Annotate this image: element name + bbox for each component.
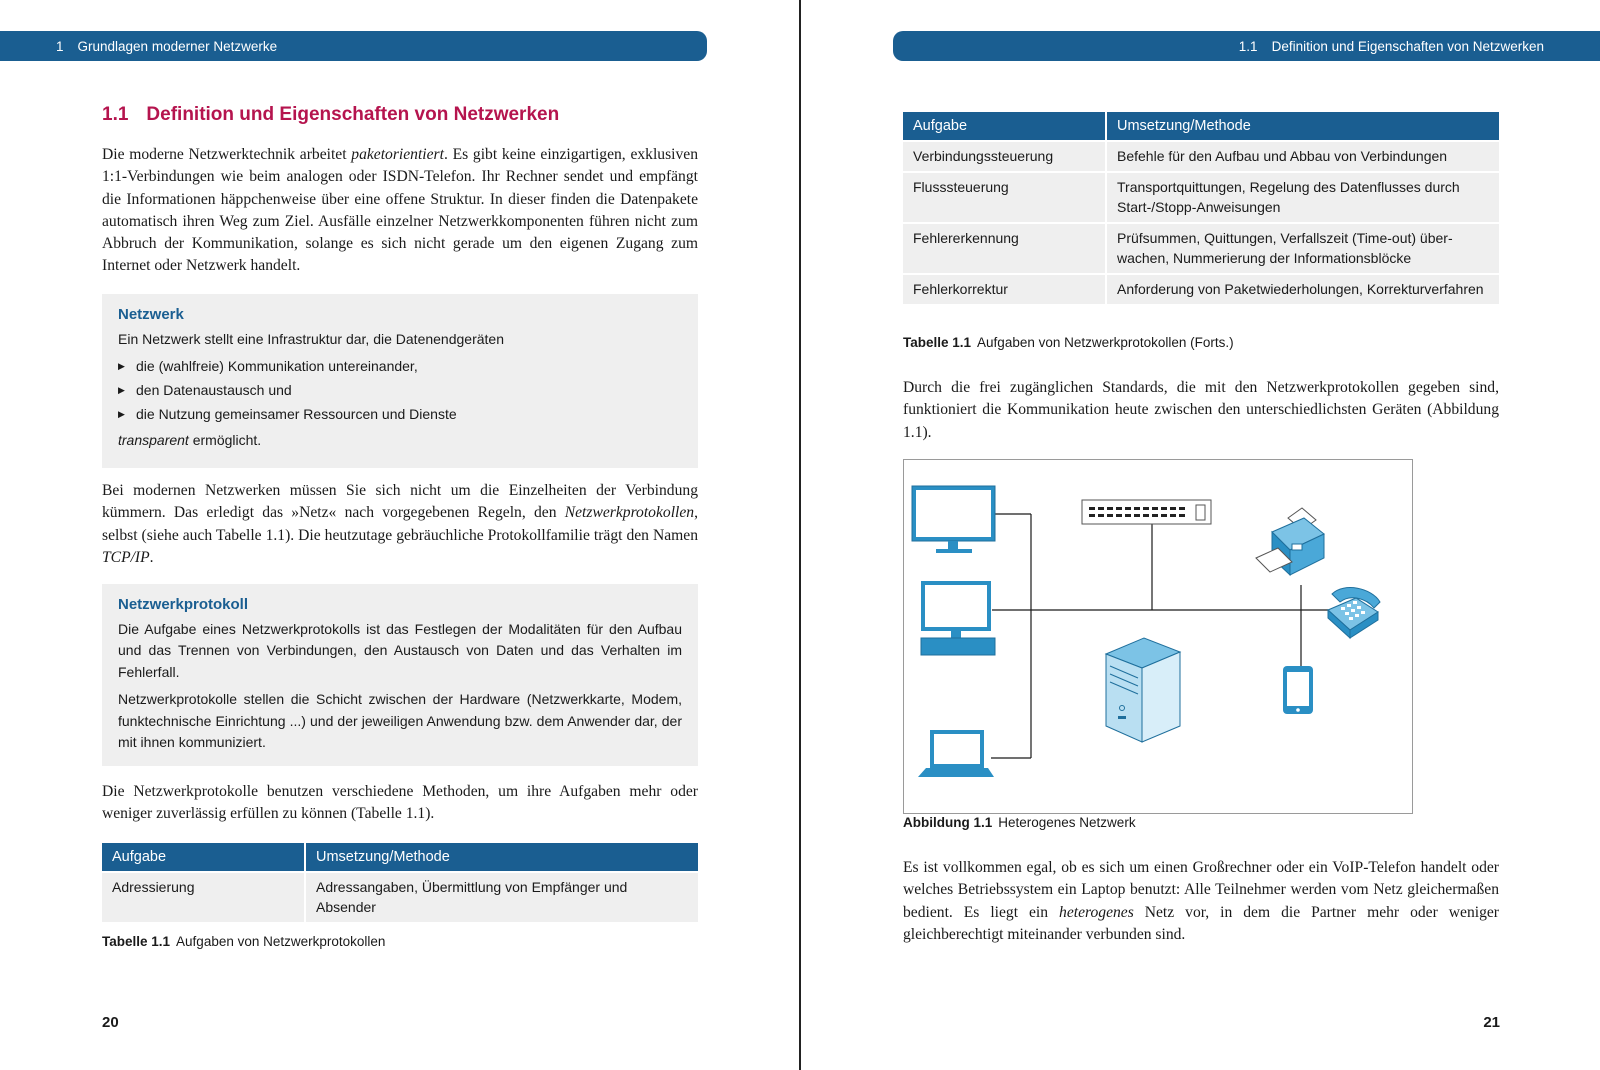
section-title-text: Definition und Eigenschaften von Netzwerken [146, 104, 560, 125]
table-cell: Prüfsummen, Quittungen, Verfallszeit (Time-out) überwachen, Nummerierung der Informationsblöcke [1107, 222, 1499, 273]
box-title: Netzwerkprotokoll [118, 596, 249, 613]
server-tower-icon [1106, 638, 1180, 742]
section-title: Definition und Eigenschaften von Netzwerken [1271, 38, 1544, 54]
telephone-icon [1328, 588, 1380, 638]
monitor-icon [912, 486, 995, 553]
right-page [801, 0, 1600, 1070]
table-cell: Flusssteuerung [903, 171, 1107, 222]
box-intro: Ein Netzwerk stellt eine Infrastruktur dar, die Datenendgeräten [118, 330, 504, 347]
box-outro: transparent ermöglicht. [118, 432, 262, 448]
column-header: Aufgabe [102, 843, 306, 871]
protocol-tasks-table [102, 843, 698, 922]
table-caption: Tabelle 1.1 Aufgaben von Netzwerkprotokollen (Forts.) [903, 335, 1234, 350]
chapter-title: Grundlagen moderner Netzwerke [77, 38, 278, 54]
network-figure [903, 459, 1413, 814]
paragraph-2: Es ist vollkommen egal, ob es sich um einen Großrechner oder ein VoIP-Telefon handelt oder welches Betriebssystem ein Laptop benutzt: Alle Teilnehmer werden vom Netz gleichermaßen bedient. Es liegt ein heterogenes Netz vor, in dem die Partner mehr oder weniger gleichberechtigt miteinander verbunden sind. [903, 859, 1499, 943]
table-header-row [903, 112, 1499, 140]
definition-box-netzwerk [102, 294, 698, 468]
paragraph-3: Die Netzwerkprotokolle benutzen verschiedene Methoden, um ihre Aufgaben mehr oder weniger zuverlässig erfüllen zu können (Tabelle 1.1). [102, 783, 698, 823]
table-cell: Anforderung von Paketwiederholungen, Korrekturverfahren [1107, 273, 1499, 304]
left-page [0, 0, 799, 1070]
figure-caption: Abbildung 1.1 Heterogenes Netzwerk [903, 815, 1136, 830]
section-number: 1.1 [102, 104, 129, 125]
table-cell: Adressierung [102, 871, 306, 922]
smartphone-icon [1283, 666, 1313, 714]
section-title [102, 104, 559, 126]
chapter-number: 1 [56, 38, 64, 54]
column-header: Umsetzung/Methode [306, 843, 698, 871]
list-item: ▶ die Nutzung gemeinsamer Ressourcen und Dienste [118, 402, 682, 426]
table-cell: Fehlerkorrektur [903, 273, 1107, 304]
box-paragraph: Die Aufgabe eines Netzwerkprotokolls ist das Festlegen der Modalitäten für den Aufbau und das Trennen von Verbindungen, den Austausch von Daten und das Verhalten im Fehlerfall. [118, 620, 682, 680]
section-header [893, 31, 1600, 61]
intro-paragraph: Die moderne Netzwerktechnik arbeitet paketorientiert. Es gibt keine einzigartigen, exklusiven 1:1-Verbindungen wie beim analogen oder ISDN-Telefon. Ihr Rechner sendet und empfängt die Informationen häppchenweise über eine offene Struktur. In dieser finden die Datenpakete automatisch ihren Weg zum Ziel. Ausfälle einzelner Netzwerkkomponenten führen nicht zum Abbruch der Kommunikation, solange es sich nicht gerade um den eigenen Zugang zum Internet oder Netzwerk handelt. [102, 146, 699, 275]
paragraph-1: Durch die frei zugänglichen Standards, die mit den Netzwerkprotokollen gegeben sind, funktioniert die Kommunikation heute zwischen den unterschiedlichsten Geräten (Abbildung 1.1). [903, 379, 1499, 441]
table-row [903, 222, 1499, 273]
table-row [903, 171, 1499, 222]
protocol-tasks-table-continued [903, 112, 1499, 304]
table-cell: Verbindungssteuerung [903, 140, 1107, 171]
printer-icon [1256, 508, 1324, 575]
table-cell: Transportquittungen, Regelung des Datenflusses durch Start-/Stopp-Anweisungen [1107, 171, 1499, 222]
table-cell: Fehlererkennung [903, 222, 1107, 273]
column-header: Aufgabe [903, 112, 1107, 140]
list-item: ▶ die (wahlfreie) Kommunikation untereinander, [118, 354, 682, 378]
column-header: Umsetzung/Methode [1107, 112, 1499, 140]
laptop-icon [918, 730, 994, 777]
section-number: 1.1 [1238, 38, 1258, 54]
definition-box-netzwerkprotokoll [102, 584, 698, 766]
box-title: Netzwerk [118, 306, 184, 323]
list-item: ▶ den Datenaustausch und [118, 378, 682, 402]
desktop-computer-icon [921, 581, 995, 655]
table-row [903, 273, 1499, 304]
box-paragraph: Netzwerkprotokolle stellen die Schicht zwischen der Hardware (Netzwerkkarte, Modem, funktechnische Einrichtung ...) und der jeweiligen Anwendung bzw. dem Anwender dar, der mit ihnen kommuniziert. [118, 691, 682, 750]
page-number: 20 [102, 1014, 119, 1031]
network-switch-icon [1082, 500, 1211, 524]
table-header-row [102, 843, 698, 871]
table-row [102, 871, 698, 922]
table-cell: Befehle für den Aufbau und Abbau von Verbindungen [1107, 140, 1499, 171]
bullet-list [118, 354, 682, 426]
chapter-header [0, 31, 707, 61]
table-cell: Adressangaben, Übermittlung von Empfänger und Absender [306, 871, 698, 922]
table-row [903, 140, 1499, 171]
page-number: 21 [1483, 1014, 1500, 1031]
table-caption: Tabelle 1.1 Aufgaben von Netzwerkprotokollen [102, 934, 386, 949]
network-diagram [904, 460, 1414, 815]
paragraph-2: Bei modernen Netzwerken müssen Sie sich nicht um die Einzelheiten der Verbindung kümmern. Das erledigt das »Netz« nach vorgegebenen Regeln, den Netzwerkprotokollen, selbst (siehe auch Tabelle 1.1). Die heutzutage gebräuchliche Protokollfamilie trägt den Namen TCP/IP. [102, 482, 698, 566]
